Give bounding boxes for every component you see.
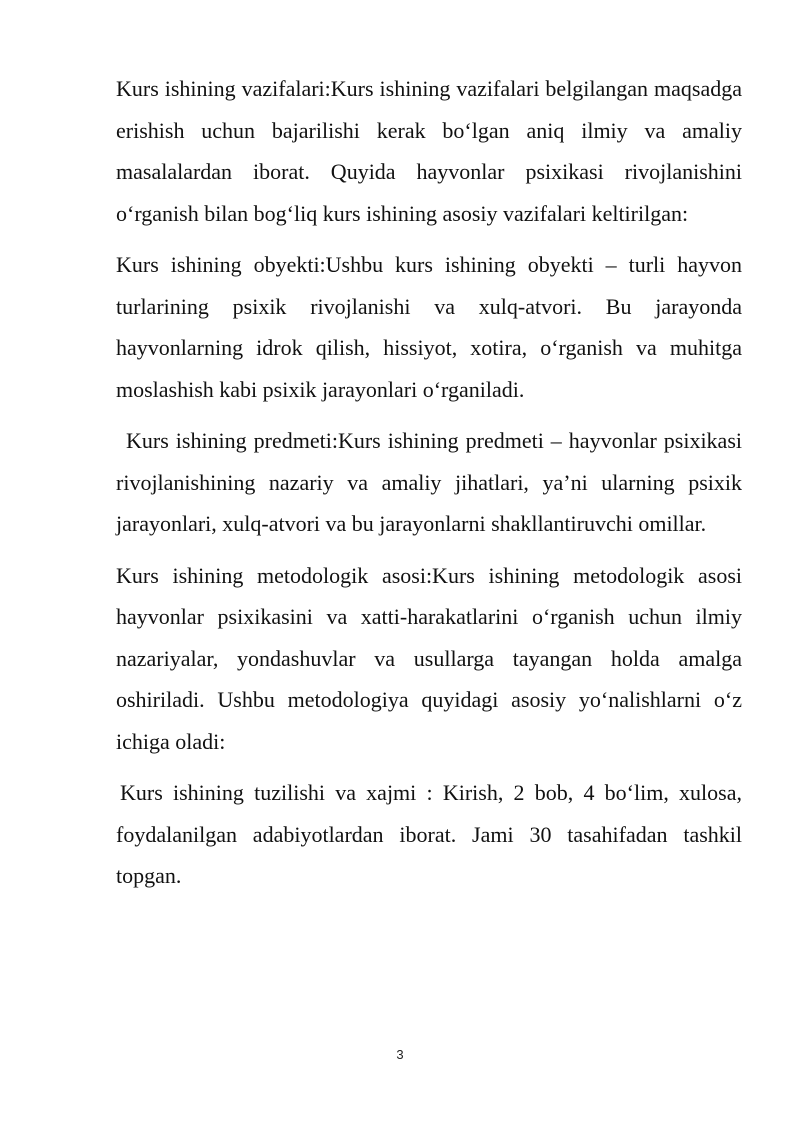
paragraph-vazifalari: Kurs ishining vazifalari:Kurs ishining vazifalari belgilangan maqsadga erishish uchun bajarilishi kerak bo‘lgan aniq ilmiy va amaliy masalalardan iborat. Quyida hayvonlar psixikasi rivojlanishini o‘rganish bilan bog‘liq kurs ishining asosiy vazifalari keltirilgan:: [116, 76, 742, 226]
paragraph-obyekti: Kurs ishining obyekti:Ushbu kurs ishining obyekti – turli hayvon turlarining psixik rivojlanishi va xulq-atvori. Bu jarayonda hayvonlarning idrok qilish, hissiyot, xotira, o‘rganish va muhitga moslashish kabi psixik jarayonlari o‘rganiladi.: [116, 252, 742, 402]
page-number: 3: [396, 1047, 404, 1062]
document-page: [116, 68, 742, 897]
paragraph-predmeti: Kurs ishining predmeti:Kurs ishining predmeti – hayvonlar psixikasi rivojlanishining nazariy va amaliy jihatlari, ya’ni ularning psixik jarayonlari, xulq-atvori va bu jarayonlarni shakllantiruvchi omillar.: [116, 428, 742, 536]
paragraph-tuzilishi: Kurs ishining tuzilishi va xajmi : Kirish, 2 bob, 4 bo‘lim, xulosa, foydalanilgan adabiyotlardan iborat. Jami 30 tasahifadan tashkil topgan.: [116, 780, 742, 888]
paragraph-metodologik-asosi: Kurs ishining metodologik asosi:Kurs ishining metodologik asosi hayvonlar psixikasini va xatti-harakatlarini o‘rganish uchun ilmiy nazariyalar, yondashuvlar va usullarga tayangan holda amalga oshiriladi. Ushbu metodologiya quyidagi asosiy yo‘nalishlarni o‘z ichiga oladi:: [116, 562, 742, 754]
